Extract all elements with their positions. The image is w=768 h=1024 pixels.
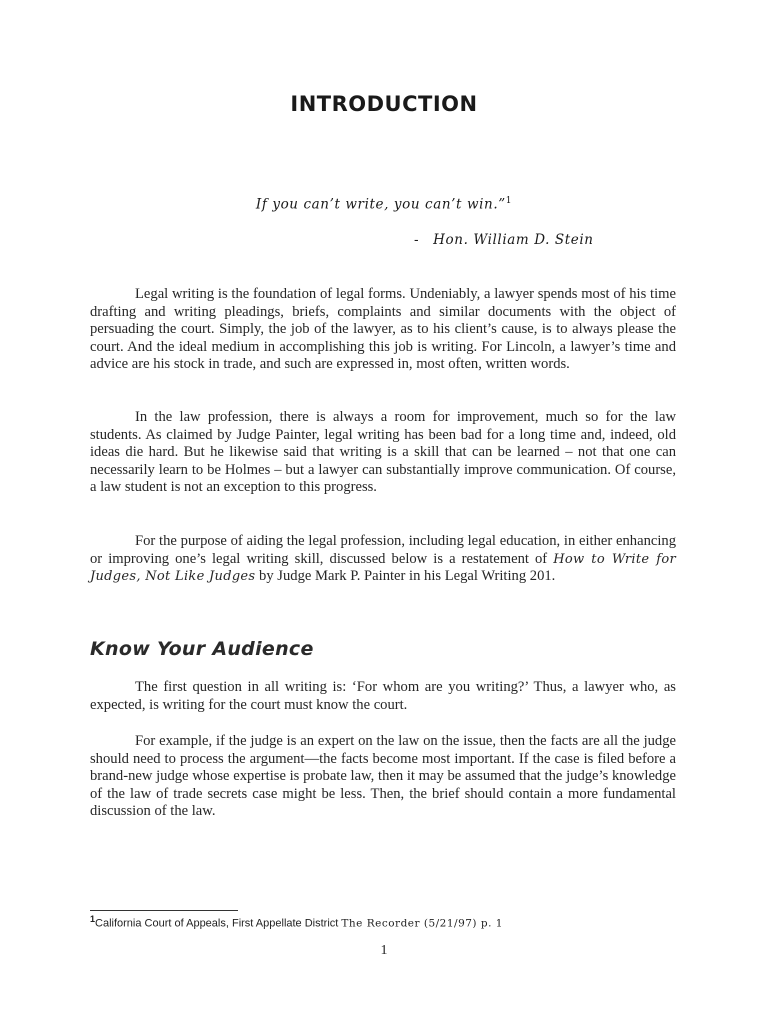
cited-work-title: How to Write for Judges, Not Like Judges (90, 551, 676, 585)
paragraph-3 (90, 533, 676, 586)
paragraph-2: In the law profession, there is always a room for improvement, much so for the law students. As claimed by Judge Painter, legal writing has been bad for a long time and, indeed, old ideas die hard. But he likewise said that writing is a skill that can be learned – not that one can necessarily learn to be Holmes – but a lawyer can substantially improve communication. Of course, a law student is not an exception to this progress. (90, 409, 676, 496)
paragraph-3-end: by Judge Mark P. Painter in his Legal Writing 201. (255, 568, 556, 585)
footnote-number: 1 (90, 914, 96, 924)
attribution-name: Hon. William D. Stein (433, 232, 594, 248)
footnote-rest: The Recorder (5/21/97) p. 1 (341, 917, 503, 930)
footnote-reference[interactable]: 1 (505, 196, 513, 206)
footnote (90, 914, 690, 930)
epigraph-quote (0, 196, 768, 213)
footnote-source: California Court of Appeals, First Appellate District (95, 917, 342, 930)
footnote-divider (90, 910, 238, 911)
epigraph-attribution (414, 232, 594, 248)
paragraph-1: Legal writing is the foundation of legal forms. Undeniably, a lawyer spends most of his time drafting and writing pleadings, briefs, complaints and similar documents with the object of persuading the court. Simply, the job of the lawyer, as to his client’s cause, is to always please the court. And the ideal medium in accomplishing this job is writing. For Lincoln, a lawyer’s time and advice are his stock in trade, and such are expressed in, most often, written words. (90, 286, 676, 373)
paragraph-3-start: For the purpose of aiding the legal profession, including legal education, in either enhancing or improving one’s legal writing skill, discussed below is a restatement of (90, 533, 676, 567)
paragraph-4: The first question in all writing is: ‘For whom are you writing?’ Thus, a lawyer who, as expected, is writing for the court must know the court. (90, 679, 676, 713)
epigraph-quote-text: If you can’t write, you can’t win.” (255, 196, 506, 213)
attribution-dash: - (414, 232, 420, 248)
paragraph-5: For example, if the judge is an expert on the law on the issue, then the facts are all the judge should need to process the argument—the facts become most important. If the case is filed before a brand-new judge whose expertise is probate law, then it may be assumed that the judge’s knowledge of the law of trade secrets case might be less. Then, the brief should contain a more fundamental discussion of the law. (90, 733, 676, 820)
section-heading: Know Your Audience (90, 638, 314, 660)
page-number: 1 (380, 943, 388, 958)
page-title: INTRODUCTION (290, 92, 478, 116)
